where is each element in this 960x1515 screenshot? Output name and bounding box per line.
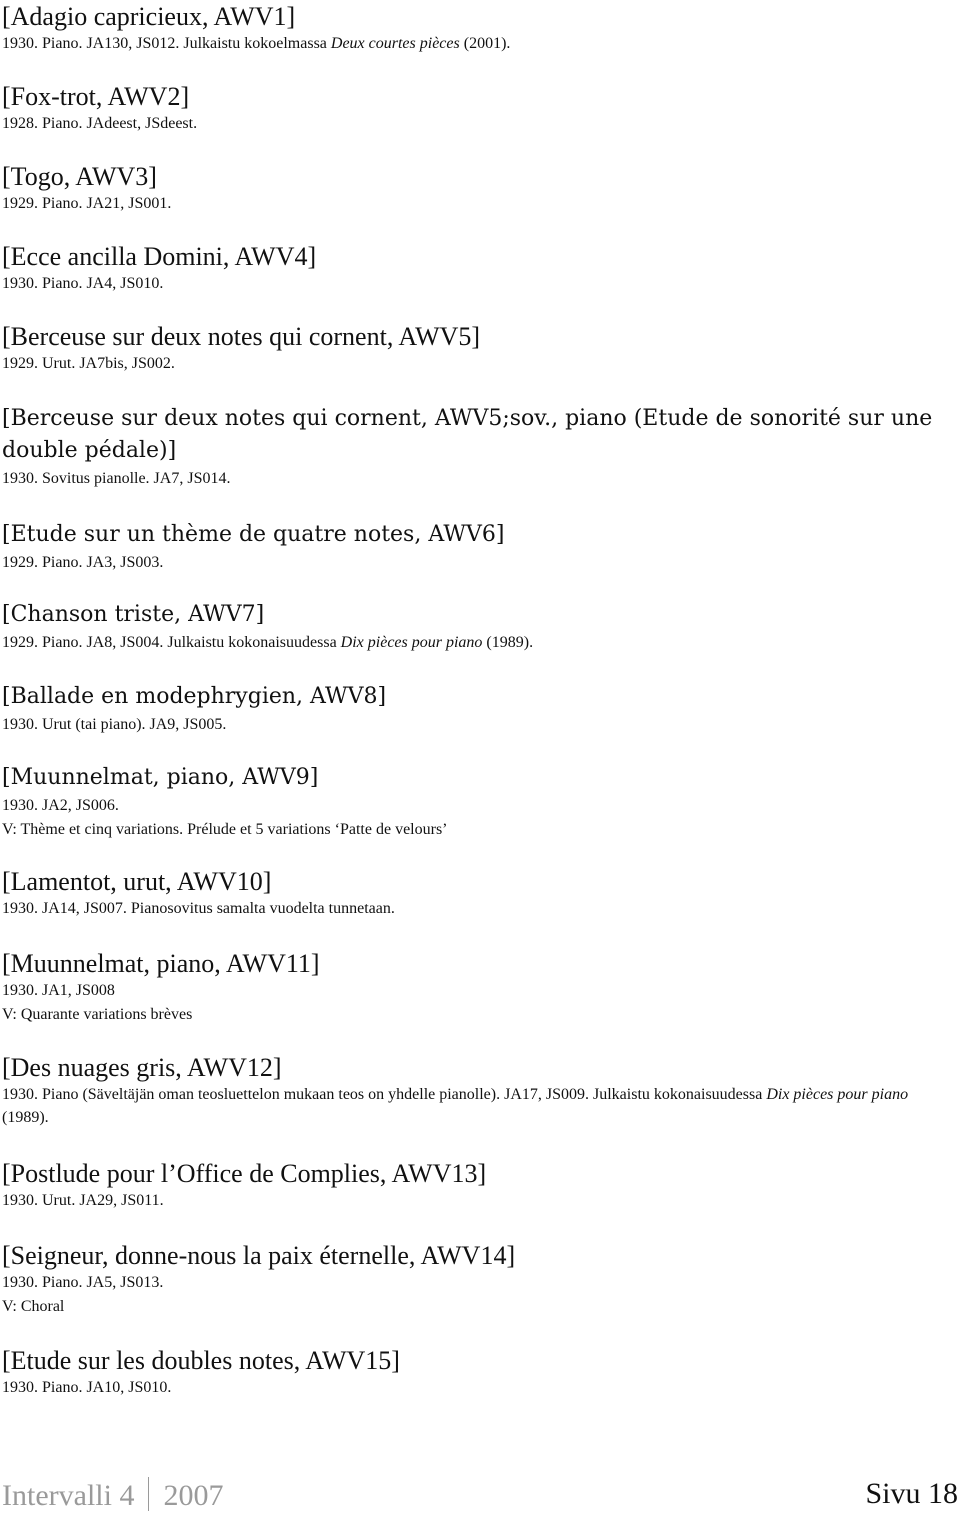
work-title: [Postlude pour l’Office de Complies, AWV13] (2, 1159, 487, 1188)
work-title: [Lamentot, urut, AWV10] (2, 867, 272, 896)
publication-title: Dix pièces pour piano (340, 634, 483, 651)
publication-title: Dix pièces pour piano (766, 1086, 909, 1103)
work-detail-line (2, 1003, 948, 1027)
detail-text: 1930. JA2, JS006. (2, 797, 119, 814)
catalog-entry (2, 866, 948, 921)
work-title: [Etude sur les doubles notes, AWV15] (2, 1346, 400, 1375)
page-number: Sivu 18 (865, 1477, 958, 1510)
publication-title: Deux courtes pièces (330, 35, 460, 52)
detail-text: 1930. Piano. JA5, JS013. (2, 1274, 164, 1291)
work-title: [Seigneur, donne-nous la paix éternelle, AWV14] (2, 1241, 516, 1270)
catalog-entry (2, 599, 948, 655)
work-title: [Togo, AWV3] (2, 162, 157, 191)
work-detail-line (2, 551, 948, 575)
detail-text: 1930. Piano. JA4, JS010. (2, 275, 164, 292)
catalog-entry (2, 948, 948, 1027)
detail-text: 1929. Piano. JA8, JS004. Julkaistu kokonaisuudessa (2, 634, 341, 651)
detail-text: 1929. Piano. JA3, JS003. (2, 554, 164, 571)
work-title: [Chanson triste, AWV7] (2, 602, 265, 627)
work-title: [Ballade en modephrygien, AWV8] (2, 684, 387, 709)
work-detail-line (2, 1083, 948, 1129)
detail-text: V: Thème et cinq variations. Prélude et 5 variations ‘Patte de velours’ (2, 821, 448, 838)
work-title: [Berceuse sur deux notes qui cornent, AWV5;sov., piano (Etude de sonorité sur une double pédale)] (2, 406, 933, 463)
detail-text: 1930. Piano (Säveltäjän oman teosluettelon mukaan teos on yhdelle pianolle). JA17, JS009. Julkaistu kokonaisuudessa (2, 1086, 767, 1103)
catalog-entry (2, 161, 948, 216)
detail-text: 1930. Piano. JA130, JS012. Julkaistu kokoelmassa (2, 35, 331, 52)
work-title: [Etude sur un thème de quatre notes, AWV6] (2, 522, 505, 547)
catalog-entry (2, 1, 948, 56)
catalog-entry (2, 1345, 948, 1400)
work-detail-line (2, 32, 948, 56)
detail-text: 1930. JA14, JS007. Pianosovitus samalta vuodelta tunnetaan. (2, 900, 395, 917)
work-title: [Fox-trot, AWV2] (2, 82, 190, 111)
catalog-entry (2, 519, 948, 575)
work-detail-line (2, 112, 948, 136)
work-detail-line (2, 631, 948, 655)
detail-text: V: Choral (2, 1298, 65, 1315)
detail-text: 1928. Piano. JAdeest, JSdeest. (2, 115, 198, 132)
work-detail-line (2, 818, 948, 842)
detail-text: (2001). (459, 35, 511, 52)
catalog-entry (2, 403, 948, 491)
work-detail-line (2, 979, 948, 1003)
detail-text: (1989). (482, 634, 534, 651)
footer-journal (2, 1477, 223, 1513)
work-title: [Berceuse sur deux notes qui cornent, AWV5] (2, 322, 481, 351)
detail-text: 1930. Piano. JA10, JS010. (2, 1379, 172, 1396)
detail-text: 1930. JA1, JS008 (2, 982, 115, 999)
catalog-entry (2, 1240, 948, 1319)
work-title: [Des nuages gris, AWV12] (2, 1053, 282, 1082)
work-title: [Adagio capricieux, AWV1] (2, 2, 296, 31)
work-detail-line (2, 713, 948, 737)
work-detail-line (2, 192, 948, 216)
work-title: [Muunnelmat, piano, AWV9] (2, 765, 319, 790)
catalog-entry (2, 681, 948, 737)
journal-year: 2007 (163, 1479, 224, 1512)
detail-text: (1989). (2, 1109, 49, 1126)
journal-name: Intervalli 4 (2, 1479, 135, 1512)
catalog-entry (2, 321, 948, 376)
catalog-entry (2, 1052, 948, 1129)
work-title: [Ecce ancilla Domini, AWV4] (2, 242, 317, 271)
catalog-entry (2, 762, 948, 842)
catalog-entry (2, 1158, 948, 1213)
work-detail-line (2, 352, 948, 376)
work-detail-line (2, 1295, 948, 1319)
catalog-entry (2, 81, 948, 136)
work-detail-line (2, 467, 948, 491)
catalog-entry (2, 241, 948, 296)
page-footer (2, 1473, 958, 1515)
detail-text: V: Quarante variations brèves (2, 1006, 193, 1023)
work-detail-line (2, 897, 948, 921)
work-detail-line (2, 272, 948, 296)
work-detail-line (2, 794, 948, 818)
work-title: [Muunnelmat, piano, AWV11] (2, 949, 320, 978)
work-detail-line (2, 1189, 948, 1213)
detail-text: 1929. Urut. JA7bis, JS002. (2, 355, 175, 372)
detail-text: 1929. Piano. JA21, JS001. (2, 195, 172, 212)
work-detail-line (2, 1376, 948, 1400)
detail-text: 1930. Sovitus pianolle. JA7, JS014. (2, 470, 231, 487)
detail-text: 1930. Urut (tai piano). JA9, JS005. (2, 716, 227, 733)
detail-text: 1930. Urut. JA29, JS011. (2, 1192, 164, 1209)
work-detail-line (2, 1271, 948, 1295)
footer-divider (148, 1477, 149, 1511)
